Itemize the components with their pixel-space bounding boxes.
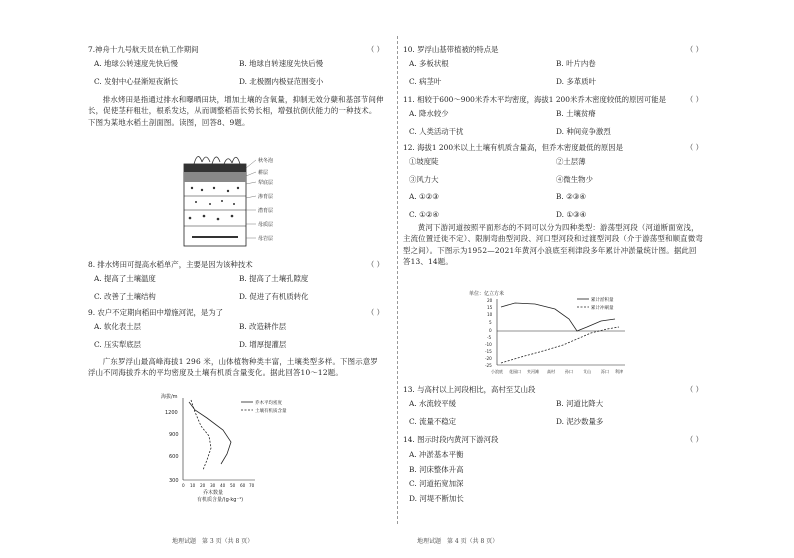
q11-stem: 11. 相较于600～900米乔木平均密度，海拔1 200米乔木密度较低的原因可能是 bbox=[403, 95, 667, 104]
luofu-xlabel-2: 有机质含量/(g·kg⁻¹) bbox=[197, 497, 244, 503]
yr-ytick-4: 0 bbox=[489, 328, 492, 333]
yellow-river-chart bbox=[465, 287, 645, 377]
soil-label-3: 潜育层 bbox=[258, 208, 274, 214]
page-right bbox=[397, 0, 794, 558]
footer-right: 地理试题 第 4 页（共 8 页） bbox=[417, 537, 499, 545]
question-9 bbox=[88, 307, 384, 350]
q11-answer-bracket: （ ） bbox=[685, 95, 703, 104]
soil-profile-figure bbox=[172, 148, 302, 248]
q12-option-c[interactable]: C. ①②④ bbox=[409, 209, 439, 219]
yr-ytick-9: -25 bbox=[485, 363, 492, 368]
q12-answer-bracket: （ ） bbox=[685, 143, 703, 152]
luofu-xlabel-1: 乔木数量 bbox=[203, 490, 224, 496]
yr-xtick-3: 高村 bbox=[547, 369, 555, 374]
passage-13-14: 黄河下游河道按照平面形态的不同可以分为四种类型：游荡型河段（河道断面宽浅，主流位置迁徙不定）、限制弯曲型河段、河口型河段和过渡型河段（介于游荡型和顺直微弯型之间）。下图示为1952—2021年黄河小浪底至利津段多年累计冲淤量统计图。据此回答13、14题。 bbox=[403, 223, 703, 267]
q14-answer-bracket: （ ） bbox=[685, 435, 703, 444]
yr-legend-1: 累计冲刷量 bbox=[591, 306, 614, 311]
q7-stem: 7.神舟十九号航天员在轨工作期间 bbox=[88, 45, 199, 54]
yr-ytick-3: 5 bbox=[489, 320, 492, 325]
q14-option-c[interactable]: C. 河道拓宽加深 bbox=[409, 479, 464, 489]
yr-xtick-7: 利津 bbox=[615, 369, 623, 374]
q12-item-3: ③风力大 bbox=[409, 174, 439, 184]
q14-option-d[interactable]: D. 河堤不断加长 bbox=[409, 493, 464, 503]
q11-option-a[interactable]: A. 降水较少 bbox=[409, 109, 449, 119]
q10-option-c[interactable]: C. 病茎叶 bbox=[409, 76, 442, 86]
q9-option-b[interactable]: B. 改造耕作层 bbox=[239, 322, 287, 332]
q7-option-d[interactable]: D. 北极圈内极昼范围变小 bbox=[239, 76, 324, 86]
luofu-ytick-2: 600 bbox=[169, 454, 179, 460]
yr-xtick-0: 小浪底 bbox=[491, 369, 503, 374]
q12-item-1: ①坡度陡 bbox=[409, 157, 439, 167]
luofu-xtick-1: 10 bbox=[190, 483, 196, 488]
q9-option-c[interactable]: C. 压实犁底层 bbox=[94, 339, 142, 349]
q7-option-b[interactable]: B. 地球自转速度先快后慢 bbox=[239, 59, 324, 69]
yr-xtick-2: 夹河滩 bbox=[527, 369, 539, 374]
q7-option-a[interactable]: A. 地球公转速度先快后慢 bbox=[94, 59, 178, 69]
yr-xtick-6: 泺口 bbox=[601, 369, 609, 374]
q8-option-d[interactable]: D. 促进了有机质转化 bbox=[239, 291, 309, 301]
soil-label-0: 耕层 bbox=[258, 170, 269, 176]
yr-unit-label: 单位：亿立方米 bbox=[469, 291, 505, 297]
q11-option-b[interactable]: B. 土壤贫瘠 bbox=[556, 109, 596, 119]
q7-answer-bracket: （ ） bbox=[366, 45, 384, 54]
q14-stem: 14. 图示时段内黄河下游河段 bbox=[403, 435, 499, 444]
yr-xtick-1: 花园口 bbox=[509, 369, 521, 374]
q10-option-d[interactable]: D. 多革质叶 bbox=[556, 76, 596, 86]
q12-item-4: ④微生物少 bbox=[556, 174, 593, 184]
q12-item-2: ②土层薄 bbox=[556, 157, 586, 167]
q10-option-a[interactable]: A. 多板状根 bbox=[409, 59, 449, 69]
luofu-xtick-4: 40 bbox=[220, 483, 226, 488]
question-11 bbox=[403, 94, 703, 137]
q9-answer-bracket: （ ） bbox=[366, 308, 384, 317]
luofu-legend-0: 乔木平均密度 bbox=[255, 401, 282, 406]
q12-option-a[interactable]: A. ①②③ bbox=[409, 192, 439, 202]
yr-series-erosion bbox=[501, 327, 619, 363]
question-13 bbox=[403, 384, 703, 427]
plant-icon bbox=[194, 156, 240, 164]
yr-ytick-1: 15 bbox=[487, 305, 493, 310]
yr-ytick-2: 10 bbox=[487, 312, 493, 317]
q13-answer-bracket: （ ） bbox=[685, 385, 703, 394]
luofu-xtick-6: 60 bbox=[240, 483, 246, 488]
luofu-series-density bbox=[189, 402, 231, 464]
q13-option-a[interactable]: A. 水流较平缓 bbox=[409, 399, 456, 409]
q10-stem: 10. 罗浮山基带植被的特点是 bbox=[403, 45, 499, 54]
soil-label-2: 渗育层 bbox=[258, 194, 274, 200]
luofu-xtick-5: 50 bbox=[230, 483, 236, 488]
yr-ytick-7: -15 bbox=[485, 349, 492, 354]
q7-option-c[interactable]: C. 发射中心昼渐短夜渐长 bbox=[94, 76, 178, 86]
footer-left: 地理试题 第 3 页（共 8 页） bbox=[172, 537, 254, 545]
passage-10-12: 广东罗浮山最高峰海拔1 296 米，山体植物种类丰富，土壤类型多样。下图示意罗浮山不同海拔乔木的平均密度及土壤有机质含量变化。据此回答10～12题。 bbox=[88, 357, 378, 378]
q12-option-b[interactable]: B. ②③④ bbox=[556, 192, 587, 202]
question-7 bbox=[88, 44, 384, 87]
question-12 bbox=[403, 142, 703, 220]
q13-option-d[interactable]: D. 泥沙数量多 bbox=[556, 416, 604, 426]
q9-option-a[interactable]: A. 软化表土层 bbox=[94, 322, 141, 332]
luofu-ytick-1: 900 bbox=[169, 432, 179, 438]
q8-stem: 8. 排水烤田可提高水稻单产，主要是因为该种技术 bbox=[88, 260, 253, 269]
q9-option-d[interactable]: D. 增厚提灌层 bbox=[239, 339, 287, 349]
q13-option-b[interactable]: B. 河道比降大 bbox=[556, 399, 604, 409]
q14-option-a[interactable]: A. 冲淤基本平衡 bbox=[409, 450, 464, 460]
luofu-legend-1: 土壤有机质含量 bbox=[255, 409, 287, 414]
luofu-xtick-2: 20 bbox=[200, 483, 206, 488]
luofu-xtick-3: 30 bbox=[210, 483, 216, 488]
yr-xtick-5: 艾山 bbox=[583, 369, 591, 374]
luofu-chart bbox=[155, 390, 295, 508]
yr-ytick-5: -5 bbox=[487, 335, 492, 340]
q13-option-c[interactable]: C. 流量不稳定 bbox=[409, 416, 457, 426]
q10-option-b[interactable]: B. 叶片内卷 bbox=[556, 59, 596, 69]
yr-ytick-8: -20 bbox=[485, 356, 492, 361]
luofu-ytick-3: 300 bbox=[169, 478, 179, 484]
soil-label-1: 犁底层 bbox=[258, 180, 274, 186]
question-14 bbox=[403, 434, 703, 506]
q8-option-b[interactable]: B. 提高了土壤孔隙度 bbox=[239, 274, 309, 284]
q12-stem: 12. 海拔1 200米以上土壤有机质含量高，但乔木密度最低的原因是 bbox=[403, 143, 624, 152]
yr-ytick-0: 20 bbox=[487, 298, 493, 303]
luofu-xtick-7: 70 bbox=[249, 483, 255, 488]
q14-option-b[interactable]: B. 河床整体升高 bbox=[409, 464, 464, 474]
soil-label-5: 母岩层 bbox=[258, 236, 274, 242]
luofu-xtick-0: 0 bbox=[182, 483, 185, 488]
question-8 bbox=[88, 259, 384, 302]
question-10 bbox=[403, 44, 703, 87]
q9-stem: 9. 农户不定期向稻田中增施河泥，是为了 bbox=[88, 308, 224, 317]
soil-label-4: 母质层 bbox=[258, 222, 274, 228]
luofu-ylabel: 海拔/m bbox=[161, 394, 178, 400]
q8-option-c[interactable]: C. 改善了土壤结构 bbox=[94, 291, 156, 301]
passage-8-9: 排水烤田是指通过排水和曝晒田块，增加土壤的含氧量，抑制无效分蘖和基部节间伸长，促使茎秆粗壮，根系发达，从而调整稻苗长势长相，增强抗倒伏能力的一种技术。下图为某地水稻土剖面图。读图，回答8、9题。 bbox=[88, 95, 384, 127]
q11-option-c[interactable]: C. 人类活动干扰 bbox=[409, 126, 464, 136]
q8-answer-bracket: （ ） bbox=[366, 260, 384, 269]
q12-option-d[interactable]: D. ①③④ bbox=[556, 209, 587, 219]
yr-legend-0: 累计淤积量 bbox=[591, 298, 614, 303]
yr-xtick-4: 孙口 bbox=[565, 369, 573, 374]
luofu-series-organic bbox=[191, 400, 211, 470]
q11-option-d[interactable]: D. 种间竞争激烈 bbox=[556, 126, 611, 136]
q10-answer-bracket: （ ） bbox=[685, 45, 703, 54]
q13-stem: 13. 与高村以上河段相比，高村至艾山段 bbox=[403, 385, 536, 394]
q8-option-a[interactable]: A. 提高了土壤温度 bbox=[94, 274, 156, 284]
luofu-ytick-0: 1200 bbox=[165, 410, 178, 416]
yr-ytick-6: -10 bbox=[485, 342, 492, 347]
soil-label-top: 秋冬泡 bbox=[258, 158, 274, 164]
